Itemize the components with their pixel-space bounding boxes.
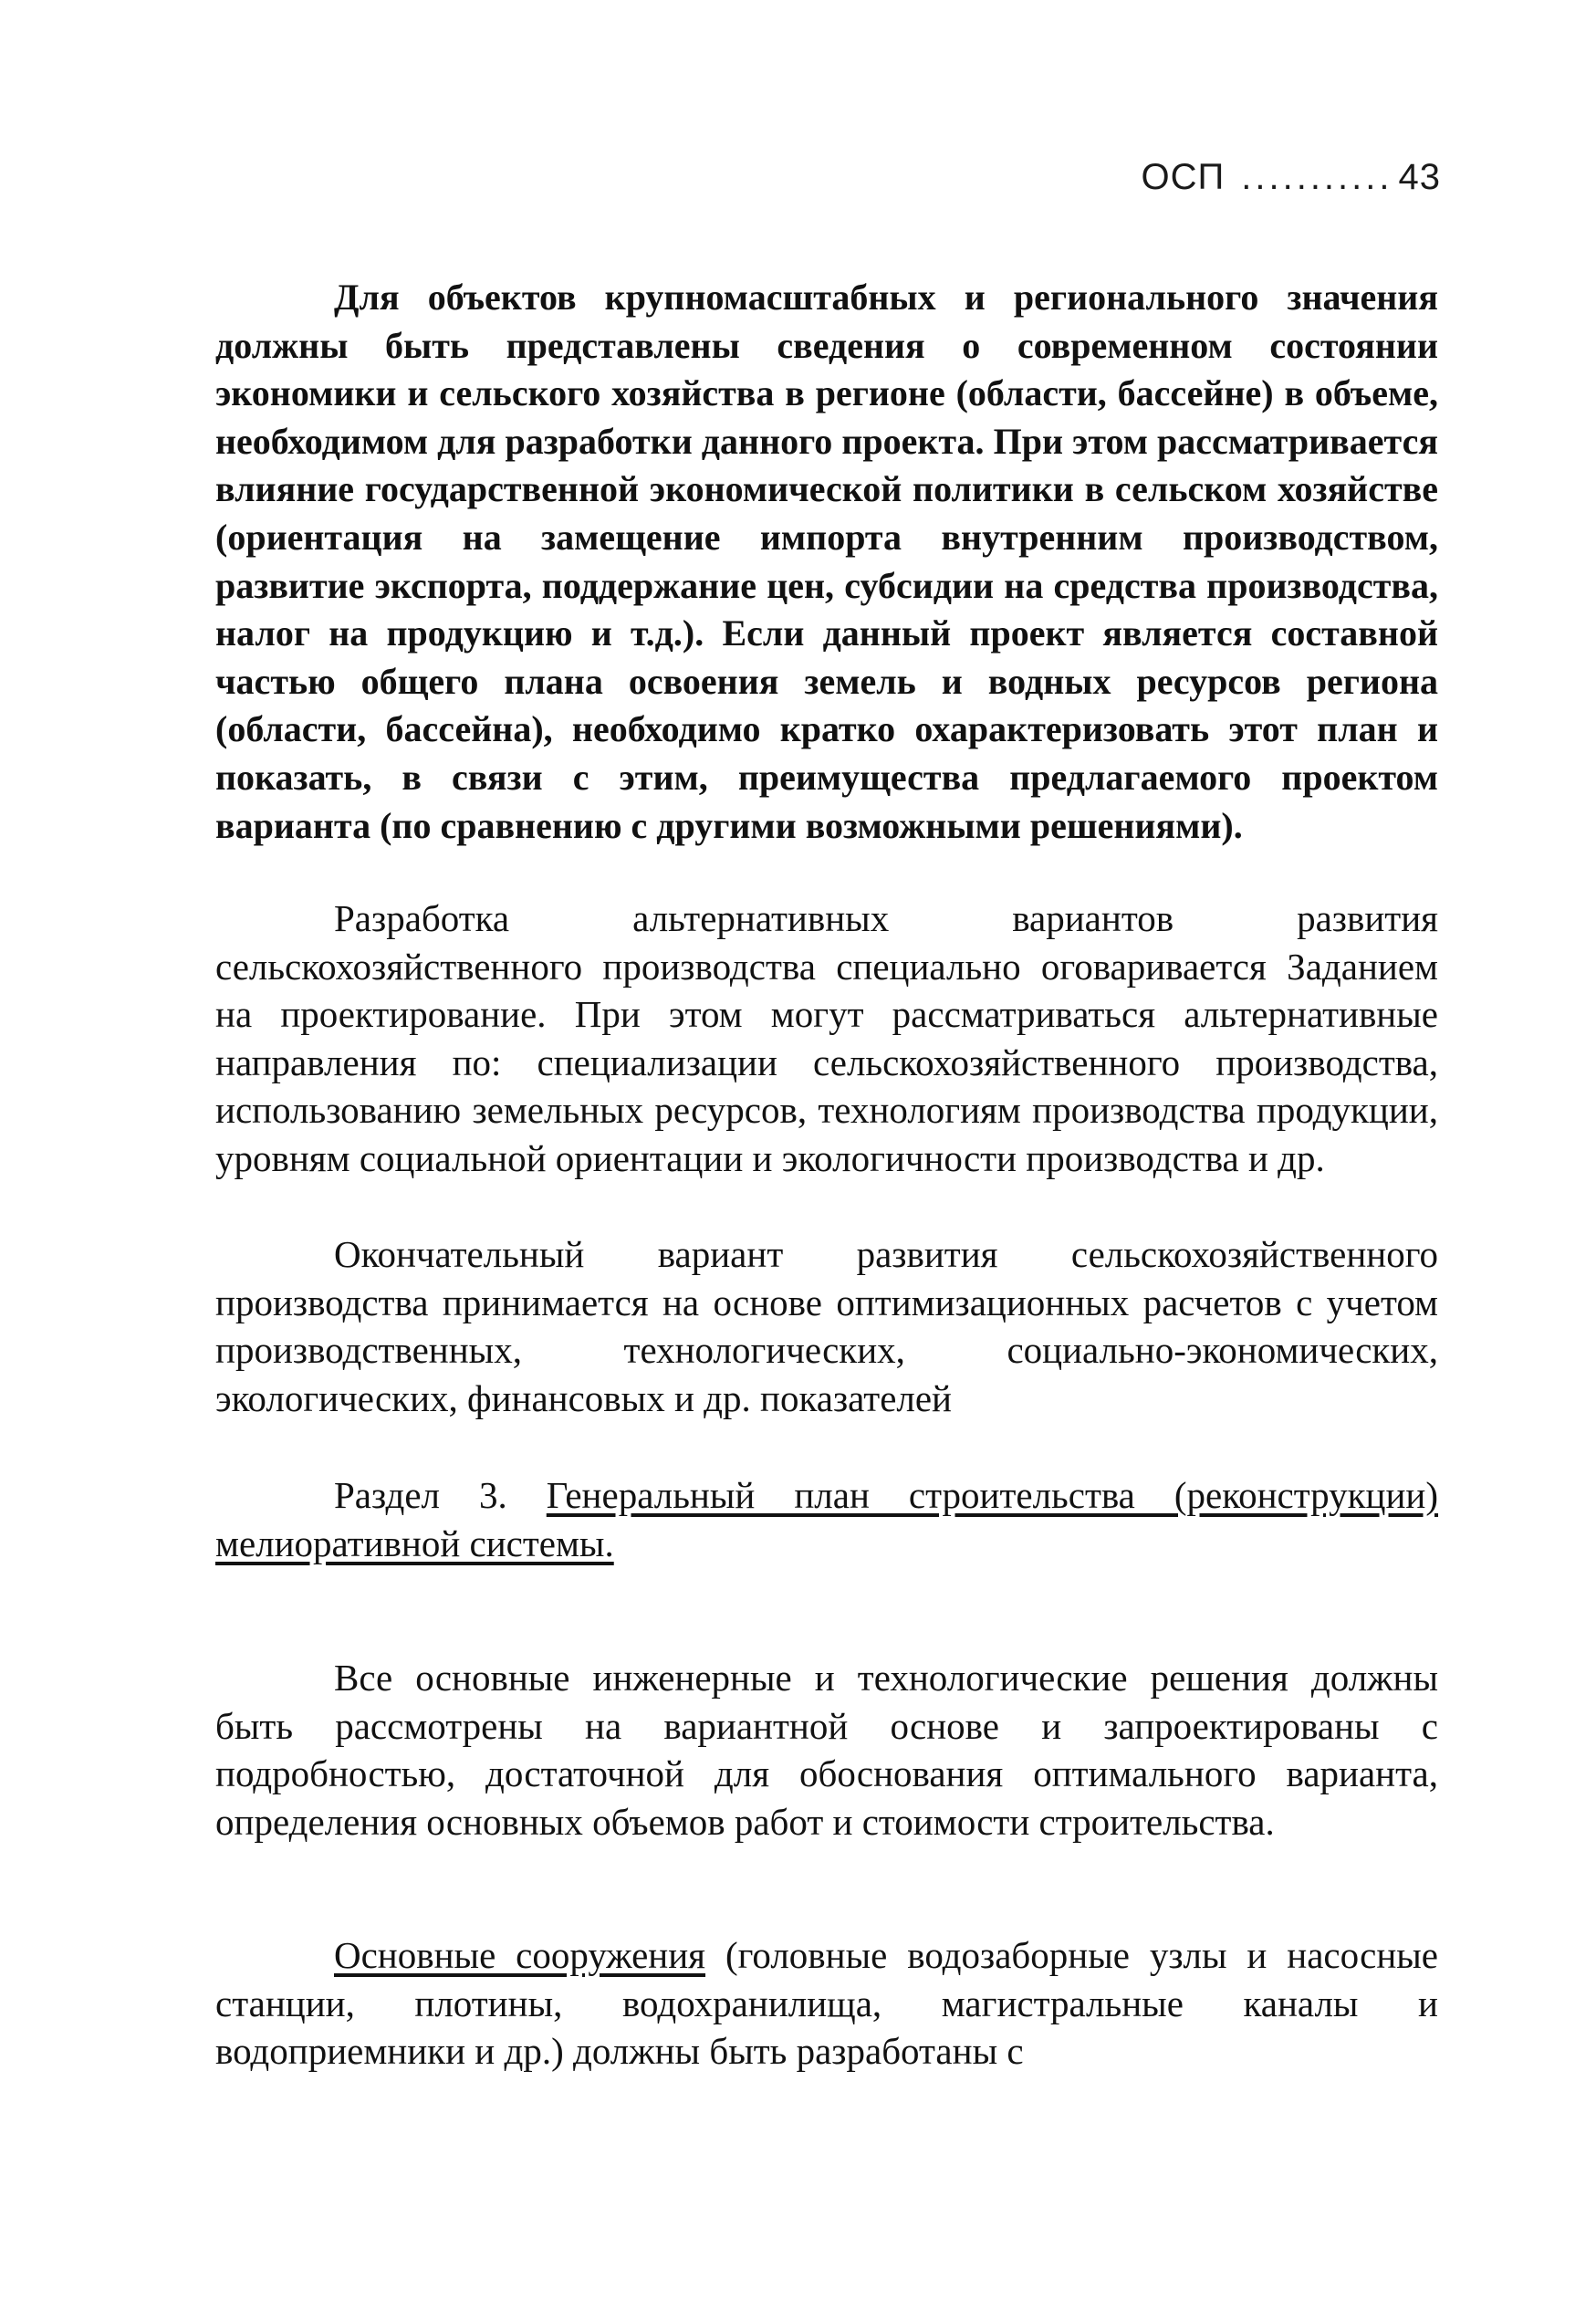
paragraph-final-variant — [215, 1230, 1438, 1422]
page-header — [1142, 157, 1442, 198]
section-heading — [215, 1471, 1438, 1567]
main-structures-text: (головные водозаборные узлы и насосные станции, плотины, водохранилища, магистральные каналы и водоприемники и др.) должны быть разработаны с — [215, 1934, 1439, 2073]
doc-code: ОСП — [1141, 157, 1226, 197]
paragraph-text: Все основные инженерные и технологические решения должны быть рассмотрены на вариантной основе и запроектированы с подробностью, достаточной для обоснования оптимального варианта, определения основных объемов работ и стоимости строительства. — [215, 1657, 1438, 1843]
header-dots: ........... — [1241, 157, 1393, 197]
paragraph-regional-objects — [215, 274, 1438, 850]
paragraph-text: Разработка альтернативных вариантов развития сельскохозяйственного производства специально оговаривается Заданием на проектирование. При этом могут рассматриваться альтернативные направления по: специализации сельскохозяйственного производства, использованию земельных ресурсов, технологиям производства продукции, уровням социальной ориентации и экологичности производства и др. — [215, 897, 1438, 1179]
paragraph-alternatives — [215, 894, 1438, 1183]
paragraph-text: Для объектов крупномасштабных и регионального значения должны быть представлены сведения о современном состоянии экономики и сельского хозяйства в регионе (области, бассейне) в объеме, необходимом для разработки данного проекта. При этом рассматривается влияние государственной экономической политики в сельском хозяйстве (ориентация на замещение импорта внутренним производством, развитие экспорта, поддержание цен, субсидии на средства производства, налог на продукцию и т.д.). Если данный проект является составной частью общего плана освоения земель и водных ресурсов региона (области, бассейна), необходимо кратко охарактеризовать этот план и показать, в связи с этим, преимущества предлагаемого проектом варианта (по сравнению с другими возможными решениями). — [215, 277, 1438, 846]
paragraph-engineering-solutions — [215, 1654, 1438, 1846]
section-title: Генеральный план строительства (реконструкции) мелиоративной системы. — [215, 1474, 1439, 1564]
page-number: 43 — [1398, 157, 1441, 197]
paragraph-text: Окончательный вариант развития сельскохозяйственного производства принимается на основе оптимизационных расчетов с учетом производственных, технологических, социально-экономических, экологических, финансовых и др. показателей — [215, 1233, 1438, 1419]
section-prefix: Раздел 3. — [334, 1474, 507, 1516]
paragraph-main-structures — [215, 1931, 1438, 2076]
main-structures-term: Основные сооружения — [334, 1934, 706, 1976]
